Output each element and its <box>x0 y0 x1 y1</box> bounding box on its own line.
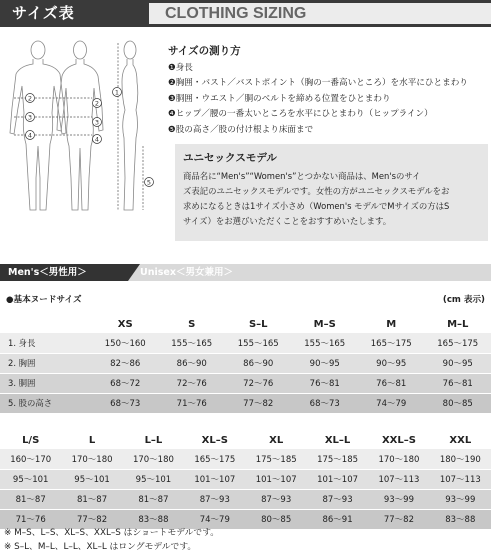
table-row: 81〜87 81〜87 81〜87 87〜93 87〜93 87〜93 93〜99 93〜99 <box>0 489 491 509</box>
marker-waist-front: 3 <box>27 113 33 122</box>
measurement-guide <box>168 44 488 139</box>
basic-nude-size-label: ●基本ヌードサイズ <box>6 295 82 305</box>
size-header: XXL <box>449 434 472 446</box>
table-row: 1. 身長 150〜160 155〜165 155〜165 155〜165 165〜175 165〜175 <box>0 333 491 353</box>
unit-label: (cm 表示) <box>442 295 485 305</box>
footnotes <box>4 526 219 554</box>
size-table-2 <box>0 431 491 530</box>
size-header: XS <box>117 318 133 330</box>
marker-inseam: 5 <box>146 178 152 187</box>
size-header: L–L <box>144 434 163 446</box>
size-header: L <box>88 434 96 446</box>
size-chart-title: サイズ表 <box>0 0 149 27</box>
marker-chest-front: 2 <box>27 94 33 103</box>
tab-unisex[interactable]: Unisex＜男女兼用＞ <box>116 264 491 281</box>
table-corner <box>0 315 92 333</box>
footnote-short: ※ M–S、L–S、XL–S、XXL–S はショートモデルです。 <box>4 528 220 538</box>
measure-hip: ❹ヒップ／腰の一番太いところを水平にひとまわり（ヒップライン） <box>168 109 433 120</box>
clothing-sizing-title: CLOTHING SIZING <box>149 0 491 27</box>
size-table-1 <box>0 315 491 414</box>
table-row: 2. 胸囲 82〜86 86〜90 86〜90 90〜95 90〜95 90〜95 <box>0 353 491 373</box>
size-header: S–L <box>248 318 268 330</box>
size-header: M–L <box>447 318 469 330</box>
marker-hip-side: 4 <box>94 135 100 144</box>
tab-men[interactable]: Men's＜男性用＞ <box>0 264 128 281</box>
unisex-text: 商品名に“Men's”“Women's”とつかない商品は、Men'sのサイ ズ表記のユニセックスモデルです。女性の方がユニセックスモデルをお 求めになるときは1サイズ小さめ（Women's モデルでMサイズの方はS サイズ）をお選びいただくことをおすすめいたします。 <box>183 171 450 226</box>
measure-waist: ❸胴囲・ウエスト／胴のベルトを締める位置をひとまわり <box>168 93 391 104</box>
size-header: XXL–S <box>381 434 416 446</box>
marker-hip-front: 4 <box>27 131 33 140</box>
table-row: 71〜76 77〜82 83〜88 74〜79 80〜85 86〜91 77〜82 83〜88 <box>0 509 491 529</box>
size-header: XL–S <box>201 434 228 446</box>
unisex-note-box <box>175 144 488 241</box>
size-header: M <box>386 318 397 330</box>
measure-inseam: ❺股の高さ／股の付け根より床面まで <box>168 124 314 135</box>
gender-tabs <box>0 264 491 281</box>
unisex-title: ユニセックスモデル <box>183 152 277 164</box>
size-header: M–S <box>313 318 336 330</box>
marker-chest-side: 2 <box>94 99 100 108</box>
measurement-guide-title: サイズの測り方 <box>168 45 241 57</box>
footnote-long: ※ S–L、M–L、L–L、XL–L はロングモデルです。 <box>4 542 197 552</box>
marker-waist-side: 3 <box>94 118 100 127</box>
table-row: 3. 胴囲 68〜72 72〜76 72〜76 76〜81 76〜81 76〜81 <box>0 373 491 393</box>
size-header: XL–L <box>324 434 351 446</box>
body-measurement-figure <box>0 38 175 216</box>
measure-height: ❶身長 <box>168 62 193 73</box>
table-row: 95〜101 95〜101 95〜101 101〜107 101〜107 101〜107 107〜113 107〜113 <box>0 469 491 489</box>
marker-height: 1 <box>114 88 120 97</box>
size-header: S <box>188 318 196 330</box>
size-header: L/S <box>22 434 40 446</box>
size-header: XL <box>269 434 284 446</box>
table-row: 5. 股の高さ 68〜73 71〜76 77〜82 68〜73 74〜79 80〜85 <box>0 393 491 413</box>
table-row: 160〜170 170〜180 170〜180 165〜175 175〜185 175〜185 170〜180 180〜190 <box>0 449 491 469</box>
measure-chest: ❷胸囲・バスト／バストポイント（胸の一番高いところ）を水平にひとまわり <box>168 78 468 89</box>
tab-divider <box>128 264 140 281</box>
